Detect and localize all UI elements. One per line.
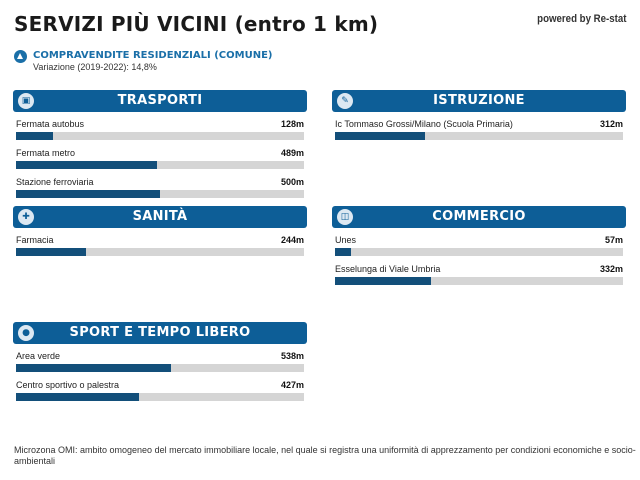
list-item [16,148,304,169]
item-value: 57m [604,235,623,245]
item-label: Stazione ferroviaria [16,177,94,187]
item-value: 312m [599,119,623,129]
section-title: SPORT E TEMPO LIBERO [69,325,251,340]
section-sanita [13,206,307,256]
distance-bar-fill [16,393,139,401]
triangle-up-icon [14,50,27,63]
section-sport [13,322,307,401]
list-item [335,264,623,285]
distance-bar [335,248,623,256]
distance-bar [335,277,623,285]
distance-bar [335,132,623,140]
item-label: Unes [335,235,357,245]
section-header [13,206,307,228]
list-item [335,235,623,256]
distance-bar [16,161,304,169]
section-header [13,90,307,112]
distance-bar-fill [16,132,53,140]
powered-by-label: powered by Re-stat [536,13,626,25]
distance-bar-fill [16,190,160,198]
distance-bar-fill [16,248,86,256]
list-item [335,119,623,140]
distance-bar [16,248,304,256]
item-value: 500m [280,177,304,187]
bus-icon: ▣ [18,93,34,109]
sport-icon: ● [18,325,34,341]
item-label: Esselunga di Viale Umbria [335,264,441,274]
item-value: 128m [280,119,304,129]
footer-note: Microzona OMI: ambito omogeneo del mercato immobiliare locale, nel quale si registra una uniformità di apprezzamento per condizioni economiche e socio-ambientali [14,445,636,466]
trend-subtitle: Variazione (2019-2022): 14,8% [33,62,157,72]
section-title: ISTRUZIONE [433,93,525,108]
medical-icon: ✚ [18,209,34,225]
item-label: Ic Tommaso Grossi/Milano (Scuola Primaria) [335,119,513,129]
school-icon: ✎ [337,93,353,109]
distance-bar-fill [16,161,157,169]
section-title: SANITÀ [132,209,188,224]
section-trasporti [13,90,307,198]
list-item [16,380,304,401]
item-label: Centro sportivo o palestra [16,380,120,390]
section-title: TRASPORTI [117,93,203,108]
section-header [332,206,626,228]
cart-icon: ◫ [337,209,353,225]
item-label: Fermata autobus [16,119,85,129]
section-header [13,322,307,344]
item-label: Farmacia [16,235,54,245]
item-value: 489m [280,148,304,158]
list-item [16,351,304,372]
item-label: Area verde [16,351,61,361]
item-label: Fermata metro [16,148,76,158]
item-value: 427m [280,380,304,390]
distance-bar-fill [16,364,171,372]
section-title: COMMERCIO [432,209,526,224]
list-item [16,119,304,140]
item-value: 332m [599,264,623,274]
distance-bar [16,364,304,372]
page-title: SERVIZI PIÙ VICINI (entro 1 km) [14,12,379,36]
list-item [16,235,304,256]
item-value: 244m [280,235,304,245]
distance-bar [16,190,304,198]
item-value: 538m [280,351,304,361]
list-item [16,177,304,198]
distance-bar-fill [335,277,431,285]
section-istruzione [332,90,626,140]
section-commercio [332,206,626,285]
trend-title: COMPRAVENDITE RESIDENZIALI (COMUNE) [33,50,273,61]
distance-bar-fill [335,132,425,140]
distance-bar [16,132,304,140]
distance-bar [16,393,304,401]
section-header [332,90,626,112]
distance-bar-fill [335,248,351,256]
